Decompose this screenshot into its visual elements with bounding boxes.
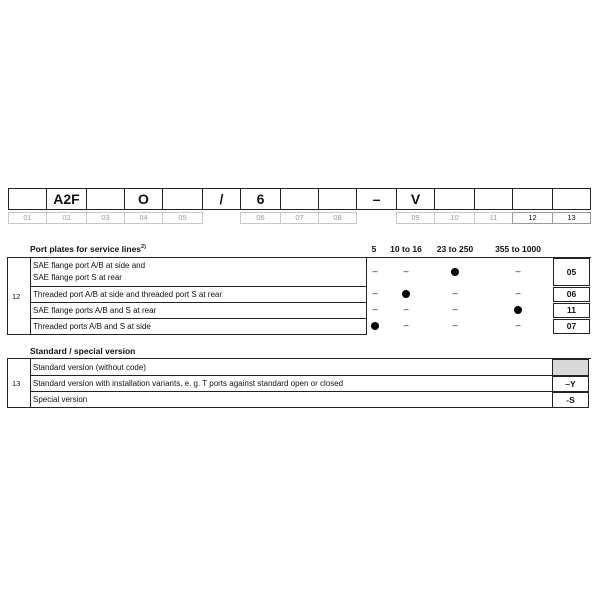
- position-number: 13: [552, 212, 591, 224]
- port-row-1-label-line-2: SAE flange port S at rear: [33, 273, 122, 282]
- port-plates-title-text: Port plates for service lines: [30, 244, 142, 254]
- col-header-23-250: 23 to 250: [436, 244, 474, 254]
- unavailable-dash: –: [452, 288, 458, 298]
- row-divider: [30, 286, 366, 287]
- position-number: 01: [8, 212, 47, 224]
- standard-special-title: Standard / special version: [30, 346, 136, 356]
- type-code-cell: 6: [240, 188, 281, 210]
- type-code-cell: V: [396, 188, 435, 210]
- port-row-2-code: 06: [553, 287, 590, 302]
- type-code-cell: A2F: [46, 188, 87, 210]
- row-divider: [30, 318, 366, 319]
- unavailable-dash: –: [515, 266, 521, 276]
- position-number: 07: [280, 212, 319, 224]
- type-code-cell: [318, 188, 357, 210]
- position-number: 02: [46, 212, 87, 224]
- unavailable-dash: –: [515, 288, 521, 298]
- available-dot: [451, 268, 459, 276]
- unavailable-dash: –: [372, 266, 378, 276]
- unavailable-dash: –: [452, 320, 458, 330]
- col-header-355-1000: 355 to 1000: [495, 244, 541, 254]
- position-number: 12: [512, 212, 553, 224]
- unavailable-dash: –: [452, 304, 458, 314]
- version-row-2-code: –Y: [552, 376, 589, 392]
- type-code-cell: [86, 188, 125, 210]
- type-code-cell: [512, 188, 553, 210]
- port-row-3-label: SAE flange ports A/B and S at rear: [33, 306, 157, 315]
- unavailable-dash: –: [403, 266, 409, 276]
- available-dot: [371, 322, 379, 330]
- section13-divider: [30, 358, 31, 408]
- row-number-13: 13: [12, 379, 21, 388]
- version-row-1-label: Standard version (without code): [33, 363, 146, 372]
- section13-bottom-rule: [7, 407, 552, 408]
- section13-left-border: [7, 358, 8, 408]
- unavailable-dash: –: [403, 304, 409, 314]
- position-number: 09: [396, 212, 435, 224]
- version-row-1-code: [552, 359, 589, 376]
- available-dot: [402, 290, 410, 298]
- version-row-2-label: Standard version with installation variants, e. g. T ports against standard open or closed: [33, 379, 344, 388]
- section12-top-rule: [7, 257, 591, 258]
- position-number: 06: [240, 212, 281, 224]
- version-row-3-code: -S: [552, 392, 589, 408]
- port-plates-title: [30, 244, 146, 254]
- position-number: 10: [434, 212, 475, 224]
- position-number: 05: [162, 212, 203, 224]
- type-code-cell: [162, 188, 203, 210]
- row-divider: [30, 302, 366, 303]
- section13-top-rule: [7, 358, 591, 359]
- version-row-3-label: Special version: [33, 395, 88, 404]
- unavailable-dash: –: [372, 304, 378, 314]
- row-number-12: 12: [12, 292, 21, 301]
- position-number: 08: [318, 212, 357, 224]
- type-code-cell: O: [124, 188, 163, 210]
- type-code-cell: [434, 188, 475, 210]
- position-number: 11: [474, 212, 513, 224]
- position-number: 03: [86, 212, 125, 224]
- port-row-2-label: Threaded port A/B at side and threaded port S at rear: [33, 290, 223, 299]
- type-code-cell: –: [356, 188, 397, 210]
- section12-bottom-rule: [7, 334, 366, 335]
- position-number: 04: [124, 212, 163, 224]
- port-row-3-code: 11: [553, 303, 590, 318]
- type-code-cell: [474, 188, 513, 210]
- section12-divider: [30, 257, 31, 335]
- port-row-4-label: Threaded ports A/B and S at side: [33, 322, 151, 331]
- type-code-cell: [280, 188, 319, 210]
- footnote-marker: 2): [141, 244, 146, 251]
- type-code-cell: [8, 188, 47, 210]
- type-code-cell: /: [202, 188, 241, 210]
- port-row-4-code: 07: [553, 319, 590, 334]
- port-row-1-label-line-1: SAE flange port A/B at side and: [33, 261, 146, 270]
- col-header-10-16: 10 to 16: [390, 244, 422, 254]
- unavailable-dash: –: [372, 288, 378, 298]
- row-divider: [30, 391, 552, 392]
- type-code-cell: [552, 188, 591, 210]
- port-row-1-code: 05: [553, 258, 590, 286]
- unavailable-dash: –: [403, 320, 409, 330]
- unavailable-dash: –: [515, 320, 521, 330]
- row-divider: [30, 375, 552, 376]
- available-dot: [514, 306, 522, 314]
- col-header-5: 5: [371, 244, 377, 254]
- section12-left-border: [7, 257, 8, 335]
